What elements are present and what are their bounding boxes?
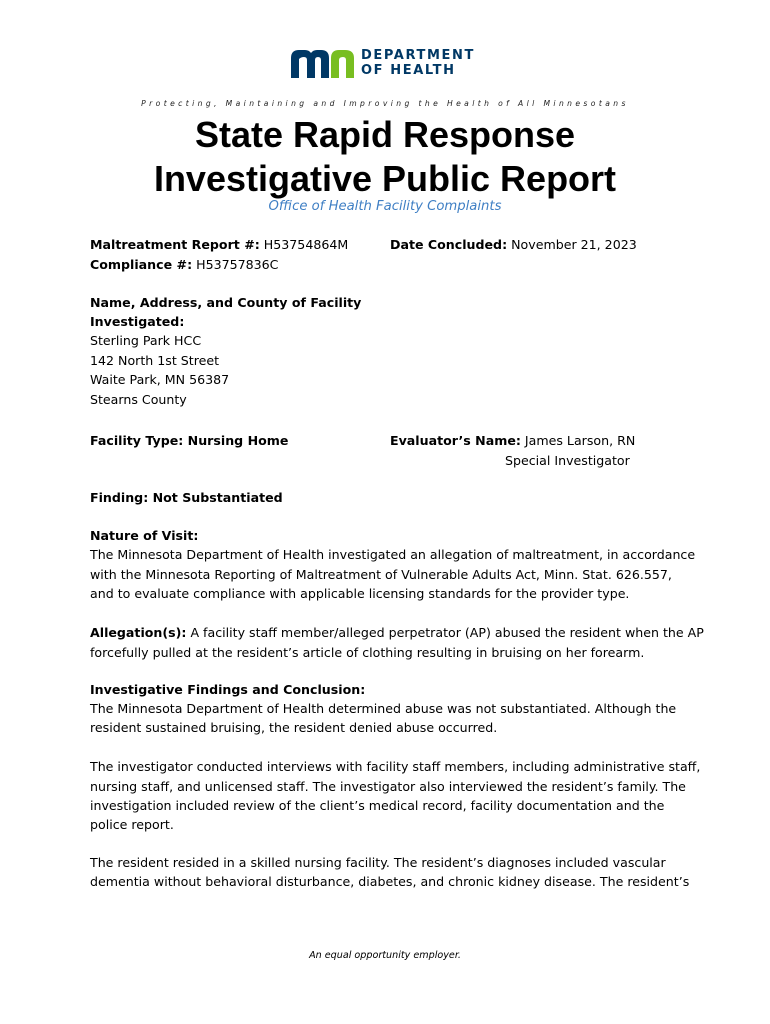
report-title-line-1: State Rapid Response [194,114,576,155]
facility-name: Sterling Park HCC [90,333,202,348]
allegation-line-1 [90,623,704,643]
allegation-text: A facility staff member/alleged perpetrator (AP) abused the resident when the AP [186,625,704,640]
findings-line: The Minnesota Department of Health determined abuse was not substantiated. Although the [90,701,677,716]
facility-heading-line-2: Investigated: [90,314,185,329]
facility-heading-line-1: Name, Address, and County of Facility [90,295,362,310]
nature-line: The Minnesota Department of Health investigated an allegation of maltreatment, in accordance [90,547,696,562]
compliance-value: H53757836C [192,257,279,272]
logo-line-1: DEPARTMENT [361,48,475,63]
evaluator-value: James Larson, RN [520,433,636,448]
date-concluded [390,235,637,255]
office-subtitle: Office of Health Facility Complaints [268,199,502,214]
facility-county: Stearns County [90,392,187,407]
date-label: Date Concluded: [390,237,508,252]
compliance-number [90,255,278,275]
maltreatment-label: Maltreatment Report #: [90,237,260,252]
mn-logo-icon [291,48,355,78]
maltreatment-report-number [90,235,348,255]
tagline: Protecting, Maintaining and Improving the Health of All Minnesotans [141,99,629,108]
interviews-line: The investigator conducted interviews with facility staff members, including administrative staff, [90,759,701,774]
facility-street: 142 North 1st Street [90,353,220,368]
facility-city: Waite Park, MN 56387 [90,372,230,387]
evaluator-name [390,431,635,451]
resident-line: dementia without behavioral disturbance, diabetes, and chronic kidney disease. The resident’s [90,874,690,889]
nature-line: and to evaluate compliance with applicable licensing standards for the provider type. [90,586,630,601]
logo-text [361,48,475,78]
findings-heading: Investigative Findings and Conclusion: [90,682,366,697]
nature-heading: Nature of Visit: [90,528,199,543]
allegation-line-2: forcefully pulled at the resident’s article of clothing resulting in bruising on her forearm. [90,645,645,660]
finding: Finding: Not Substantiated [90,490,283,505]
evaluator-label: Evaluator’s Name: [390,433,521,448]
date-value: November 21, 2023 [507,237,637,252]
maltreatment-value: H53754864M [259,237,349,252]
mdh-logo [291,48,481,80]
evaluator-title: Special Investigator [505,453,630,468]
logo-line-2: OF HEALTH [361,63,456,78]
compliance-label: Compliance #: [90,257,193,272]
interviews-line: police report. [90,817,174,832]
allegation-label: Allegation(s): [90,625,187,640]
resident-line: The resident resided in a skilled nursing facility. The resident’s diagnoses included vascular [90,855,666,870]
nature-line: with the Minnesota Reporting of Maltreatment of Vulnerable Adults Act, Minn. Stat. 626.557, [90,567,672,582]
footer-eeo: An equal opportunity employer. [309,950,461,961]
findings-line: resident sustained bruising, the resident denied abuse occurred. [90,720,498,735]
facility-type: Facility Type: Nursing Home [90,433,289,448]
interviews-line: nursing staff, and unlicensed staff. The investigator also interviewed the resident’s family. The [90,779,686,794]
report-title-line-2: Investigative Public Report [153,158,617,199]
interviews-line: investigation included review of the client’s medical record, facility documentation and the [90,798,665,813]
